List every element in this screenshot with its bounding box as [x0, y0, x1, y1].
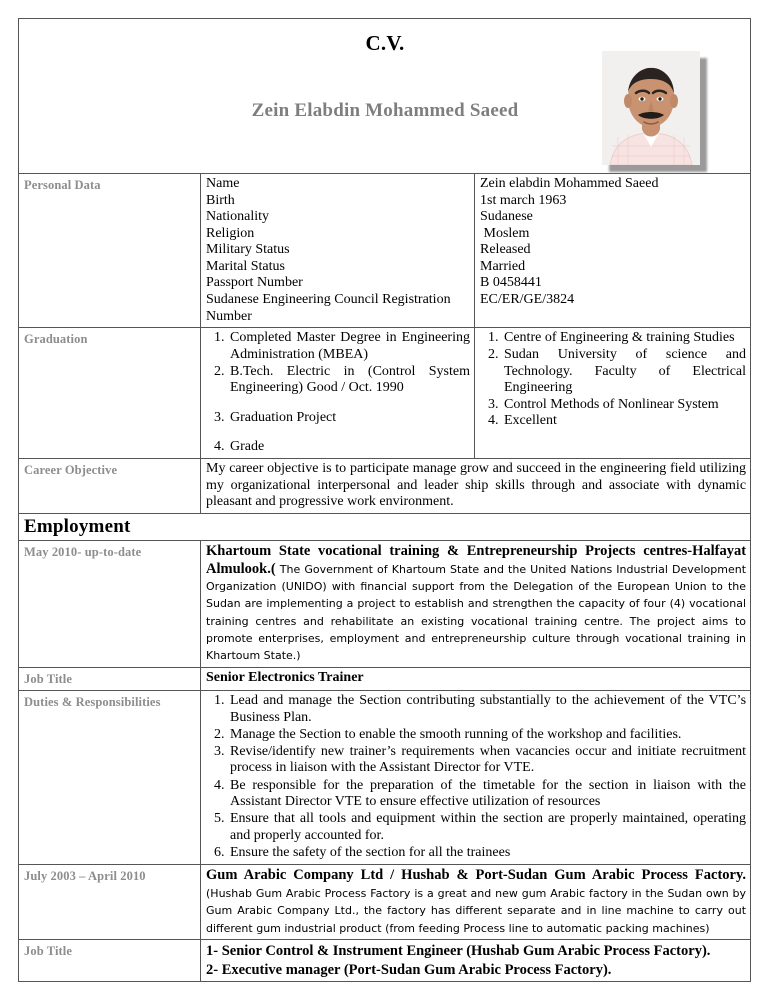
- job-2-organization-cell: [201, 865, 751, 940]
- list-item: 3. Control Methods of Nonlinear System: [502, 397, 746, 414]
- job-1-organization-block: [206, 543, 746, 665]
- list-item: 3. Graduation Project: [228, 410, 470, 427]
- career-objective-text-cell: [201, 459, 751, 514]
- career-objective-label: Career Objective: [24, 463, 118, 478]
- cv-table: [18, 18, 751, 982]
- career-objective-row: [19, 459, 751, 514]
- graduation-label-cell: [19, 328, 201, 459]
- job-1-organization: Khartoum State vocational training & Entrepreneurship Projects centres-Halfayat Almulook.(: [206, 543, 747, 577]
- employment-heading: Employment: [24, 516, 131, 538]
- job-1-duties-label-cell: [19, 690, 201, 865]
- list-item: 2. Sudan University of science and Technology. Faculty of Electrical Engineering: [502, 347, 746, 397]
- job-1-title-row: [19, 667, 751, 690]
- career-objective-text: My career objective is to participate manage grow and succeed in the engineering field utilizing my organizational interpersonal and leader ship skills through and associate with dynamic pleasant and progressive work environment.: [206, 461, 747, 510]
- list-item: 4. Excellent: [502, 413, 746, 430]
- portrait-photo-wrapper: [602, 51, 700, 165]
- job-1-title-label: Job Title: [24, 671, 73, 686]
- list-item: 1. Centre of Engineering & training Studies: [502, 330, 746, 347]
- personal-data-label: Personal Data: [24, 178, 101, 192]
- job-2-period: July 2003 – April 2010: [24, 869, 146, 884]
- personal-data-keys: Name Birth Nationality Religion Military Status Marital Status Passport Number Sudanese Engineering Council Registration Number: [206, 176, 451, 324]
- job-1-duties-row: [19, 690, 751, 865]
- career-objective-label-cell: [19, 459, 201, 514]
- job-1-period-cell: [19, 541, 201, 668]
- employment-heading-cell: [19, 514, 751, 541]
- list-item: 2. B.Tech. Electric in (Control System Engineering) Good / Oct. 1990: [228, 364, 470, 397]
- job-2-title-cell: [201, 939, 751, 981]
- job-1-organization-note: The Government of Khartoum State and the United Nations Industrial Development Organization (UNIDO) with financial support from the Delegation of the European Union to the Sudan are implementing a project to establish and strengthen the capacity of four (4) vocational training centres and rehabilitate an existing vocational training centre. The project aims to promote enterprises, employment and entrepreneurship culture through vocational training in Khartoum State.): [206, 562, 747, 663]
- job-1-title-label-cell: [19, 667, 201, 690]
- job-2-organization-block: [206, 867, 746, 937]
- candidate-name: Zein Elabdin Mohammed Saeed: [251, 100, 519, 121]
- header-cell: [19, 19, 751, 174]
- list-item: 4. Grade: [228, 439, 470, 456]
- job-2-organization-note: (Hushab Gum Arabic Process Factory is a great and new gum Arabic factory in the Sudan own by Gum Arabic Company Ltd., the factory has different separate and in line machine to carry out different gum industrial product (from feeding Process line to automatic packing machines): [206, 886, 747, 935]
- job-2-title-label-cell: [19, 939, 201, 981]
- personal-data-keys-cell: [201, 174, 475, 328]
- job-1-title: Senior Electronics Trainer: [206, 669, 364, 685]
- page-title: C.V.: [365, 31, 405, 55]
- job-2-title-row: [19, 939, 751, 981]
- job-1-duties-label: Duties & Responsibilities: [24, 694, 161, 709]
- personal-data-row: [19, 174, 751, 328]
- portrait-photo: [602, 51, 700, 165]
- list-item: 3. Revise/identify new trainer’s requirements when vacancies occur and initiate recruitment process in liaison with the Assistant Director for VTE.: [228, 744, 746, 777]
- job-1-duties-cell: [201, 690, 751, 865]
- list-item: 6. Ensure the safety of the section for all the trainees: [228, 845, 746, 862]
- graduation-row: [19, 328, 751, 459]
- list-item: 2. Manage the Section to enable the smooth running of the workshop and facilities.: [228, 727, 746, 744]
- graduation-label: Graduation: [24, 332, 88, 347]
- job-2-title-2: 2- Executive manager (Port-Sudan Gum Arabic Process Factory).: [206, 961, 612, 978]
- graduation-details-cell: [475, 328, 751, 459]
- job-2-period-cell: [19, 865, 201, 940]
- job-2-organization-row: [19, 865, 751, 940]
- employment-heading-row: [19, 514, 751, 541]
- list-item: 1. Completed Master Degree in Engineering Administration (MBEA): [228, 330, 470, 363]
- job-1-organization-cell: [201, 541, 751, 668]
- job-1-title-cell: [201, 667, 751, 690]
- list-item: 5. Ensure that all tools and equipment within the section are properly maintained, operating and properly accounted for.: [228, 811, 746, 844]
- list-item: 4. Be responsible for the preparation of the timetable for the section in liaison with the Assistant Director VTE to ensure effective utilization of resources: [228, 778, 746, 811]
- header-row: [19, 19, 751, 174]
- personal-data-values-cell: [475, 174, 751, 328]
- job-1-duties-list: [206, 693, 746, 862]
- list-item: 1. Lead and manage the Section contributing substantially to the achievement of the VTC’s Business Plan.: [228, 693, 746, 726]
- personal-data-values: Zein elabdin Mohammed Saeed 1st march 1963 Sudanese Moslem Released Married B 0458441 EC/ER/GE/3824: [480, 176, 659, 308]
- graduation-details-list: [480, 330, 746, 430]
- job-2-title-label: Job Title: [24, 943, 73, 958]
- job-1-organization-row: [19, 541, 751, 668]
- job-2-organization: Gum Arabic Company Ltd / Hushab & Port-Sudan Gum Arabic Process Factory.: [206, 867, 747, 884]
- graduation-items-list: [206, 330, 470, 456]
- personal-data-label-cell: [19, 174, 201, 328]
- graduation-items-cell: [201, 328, 475, 459]
- job-1-period: May 2010- up-to-date: [24, 545, 142, 560]
- job-2-title-1: 1- Senior Control & Instrument Engineer (Hushab Gum Arabic Process Factory).: [206, 942, 711, 959]
